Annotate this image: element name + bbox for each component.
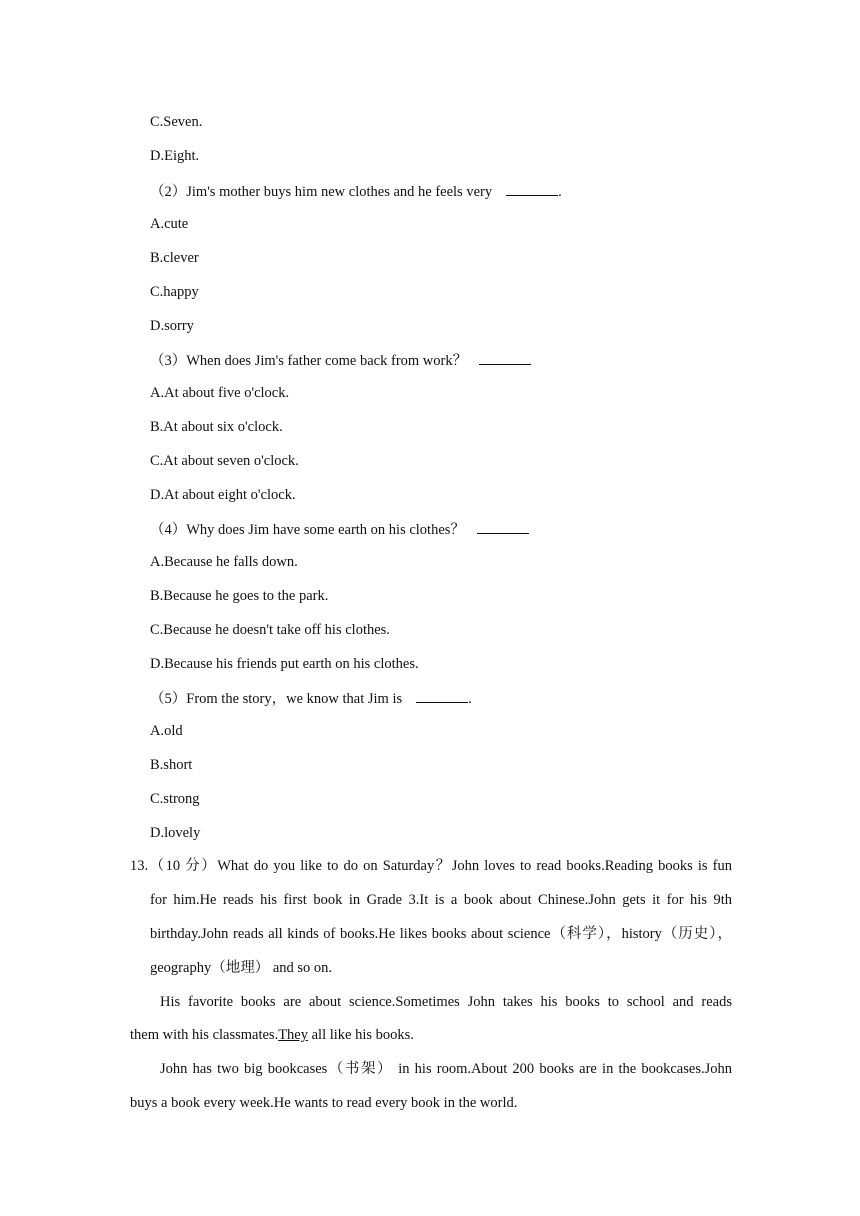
option-a: A.At about five o'clock.: [150, 385, 290, 401]
passage-13-para-2-line-1: His favorite books are about science.Sometimes John takes his books to school and reads: [160, 994, 732, 1010]
passage-13-line-4: geography（地理） and so on.: [150, 960, 333, 976]
passage-13-para-3-line-2: buys a book every week.He wants to read every book in the world.: [130, 1095, 518, 1111]
passage-13-line-1: [130, 857, 732, 875]
question-3: [150, 350, 531, 370]
option-c: C.Seven.: [150, 114, 203, 130]
option-a: A.cute: [150, 216, 189, 232]
passage-13-line-2: for him.He reads his first book in Grade 3.It is a book about Chinese.John gets it for his 9th: [150, 892, 732, 908]
option-d: D.lovely: [150, 825, 201, 841]
option-a: A.Because he falls down.: [150, 554, 298, 570]
passage-13-line-3: birthday.John reads all kinds of books.He likes books about science（科学），history（历史），: [150, 926, 732, 942]
option-b: B.At about six o'clock.: [150, 419, 283, 435]
question-stem: （5）From the story，we know that Jim is: [150, 691, 403, 707]
passage-13-para-2-line-2: [130, 1026, 414, 1044]
option-b: B.short: [150, 757, 193, 773]
question-stem: （3）When does Jim's father come back from work？: [150, 353, 468, 369]
answer-blank: [416, 688, 468, 703]
answer-blank: [506, 181, 558, 196]
option-d: D.Eight.: [150, 148, 200, 164]
question-4: [150, 519, 529, 539]
passage-13-para-3-line-1: John has two big bookcases（书架） in his room.About 200 books are in the bookcases.John: [160, 1061, 732, 1077]
passage-text: all like his books.: [308, 1027, 414, 1043]
option-c: C.happy: [150, 284, 199, 300]
underlined-word: They: [278, 1027, 308, 1043]
option-c: C.Because he doesn't take off his clothes.: [150, 622, 390, 638]
question-2: [150, 181, 562, 201]
question-stem: （4）Why does Jim have some earth on his clothes？: [150, 522, 465, 538]
question-tail: .: [558, 184, 562, 200]
option-d: D.Because his friends put earth on his clothes.: [150, 656, 419, 672]
option-b: B.clever: [150, 250, 199, 266]
option-c: C.At about seven o'clock.: [150, 453, 299, 469]
option-d: D.sorry: [150, 318, 194, 334]
question-stem: （2）Jim's mother buys him new clothes and he feels very: [150, 184, 493, 200]
option-b: B.Because he goes to the park.: [150, 588, 329, 604]
answer-blank: [477, 519, 529, 534]
passage-text: them with his classmates.: [130, 1027, 279, 1043]
option-a: A.old: [150, 723, 183, 739]
question-5: [150, 688, 472, 708]
score-label: （10 分）: [148, 858, 218, 874]
question-tail: .: [468, 691, 472, 707]
option-d: D.At about eight o'clock.: [150, 487, 296, 503]
passage-text: What do you like to do on Saturday？John loves to read books.Reading books is fun: [217, 858, 733, 874]
answer-blank: [479, 350, 531, 365]
question-number: 13.: [130, 858, 149, 874]
option-c: C.strong: [150, 791, 200, 807]
